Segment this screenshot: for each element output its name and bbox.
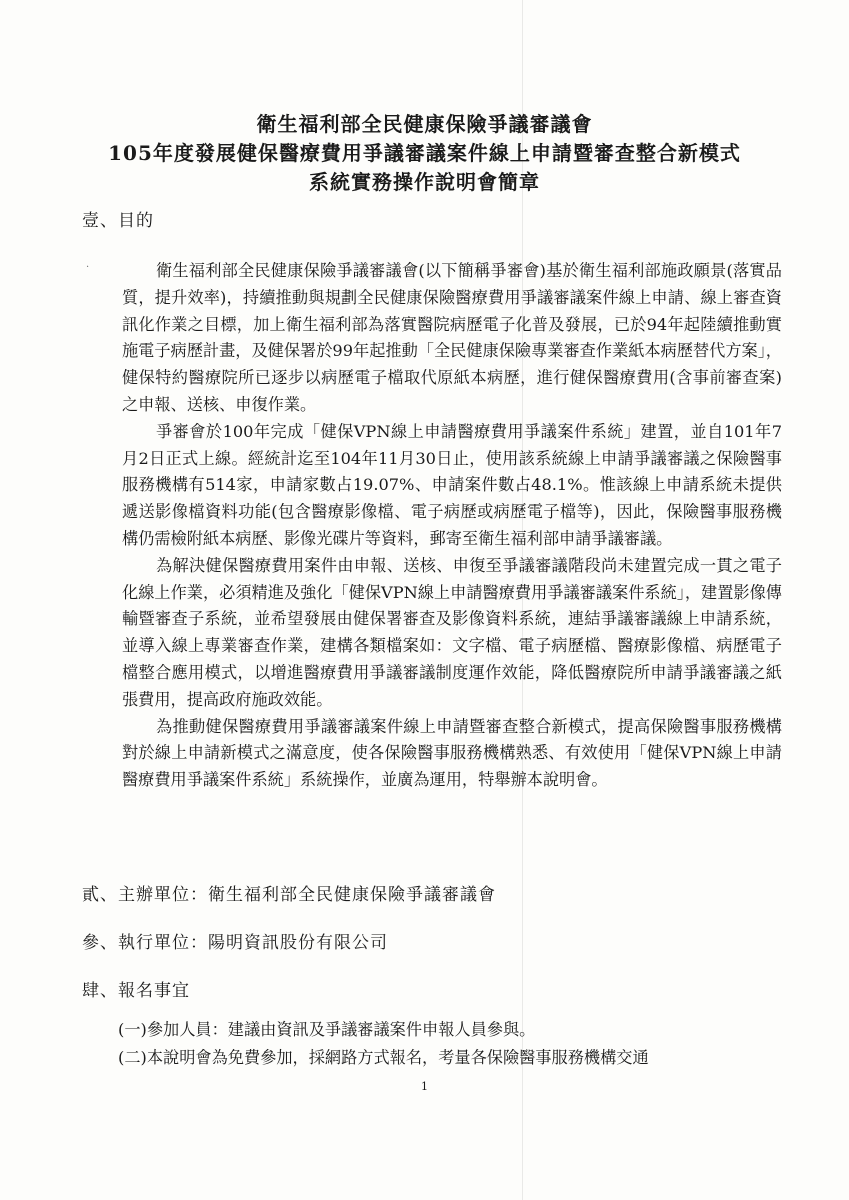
registration-item-1: (一)參加人員：建議由資訊及爭議審議案件申報人員參與。 <box>118 1020 536 1039</box>
registration-items <box>118 1016 788 1072</box>
purpose-paragraph-3: 為解決健保醫療費用案件由申報、送核、申復至爭議審議階段尚未建置完成一貫之電子化線上作業，必須精進及強化「健保VPN線上申請醫療費用爭議審議案件系統」，建置影像傳輸暨審查子系統，並希望發展由健保署審查及影像資料系統，連結爭議審議線上申請系統，並導入線上專業審查作業，建構各類檔案如：文字檔、電子病歷檔、醫療影像檔、病歷電子檔整合應用模式，以增進醫療費用爭議審議制度運作效能，降低醫療院所申請爭議審議之紙張費用，提高政府施政效能。 <box>122 555 782 709</box>
registration-item-2: (二)本說明會為免費參加，採網路方式報名，考量各保險醫事服務機構交通 <box>118 1048 649 1067</box>
purpose-heading: 壹、目的 <box>82 211 154 231</box>
document-title <box>0 110 849 197</box>
title-line-3: 系統實務操作說明會簡章 <box>309 170 540 194</box>
title-line-2: 105年度發展健保醫療費用爭議審議案件線上申請暨審查整合新模式 <box>108 141 741 165</box>
scan-mark: · <box>86 262 90 273</box>
purpose-paragraph-2: 爭審會於100年完成「健保VPN線上申請醫療費用爭議案件系統」建置，並自101年7月2日正式上線。經統計迄至104年11月30日止，使用該系統線上申請爭議審議之保險醫事服務機構有514家，申請家數占19.07%、申請案件數占48.1%。惟該線上申請系統未提供遞送影像檔資料功能(包含醫療影像檔、電子病歷或病歷電子檔等)，因此，保險醫事服務機構仍需檢附紙本病歷、影像光碟片等資料，郵寄至衛生福利部申請爭議審議。 <box>122 421 782 548</box>
organizer-line: 貳、主辦單位：衛生福利部全民健康保險爭議審議會 <box>82 885 496 905</box>
registration-heading: 肆、報名事宜 <box>82 981 190 1001</box>
purpose-paragraph-4: 為推動健保醫療費用爭議審議案件線上申請暨審查整合新模式，提高保險醫事服務機構對於線上申請新模式之滿意度，使各保險醫事服務機構熟悉、有效使用「健保VPN線上申請醫療費用爭議案件系統」系統操作，並廣為運用，特舉辦本說明會。 <box>122 716 782 790</box>
purpose-paragraph-1: 衛生福利部全民健康保險爭議審議會(以下簡稱爭審會)基於衛生福利部施政願景(落實品質，提升效率)，持續推動與規劃全民健康保險醫療費用爭議審議案件線上申請、線上審查資訊化作業之目標，加上衛生福利部為落實醫院病歷電子化普及發展，已於94年起陸續推動實施電子病歷計畫，及健保署於99年起推動「全民健康保險專業審查作業紙本病歷替代方案」，健保特約醫療院所已逐步以病歷電子檔取代原紙本病歷，進行健保醫療費用(含事前審查案)之申報、送核、申復作業。 <box>122 261 782 414</box>
purpose-body <box>122 258 782 794</box>
page-number: 1 <box>421 1080 428 1093</box>
title-line-1: 衛生福利部全民健康保險爭議審議會 <box>256 112 593 136</box>
executor-line: 參、執行單位：陽明資訊股份有限公司 <box>82 933 388 953</box>
